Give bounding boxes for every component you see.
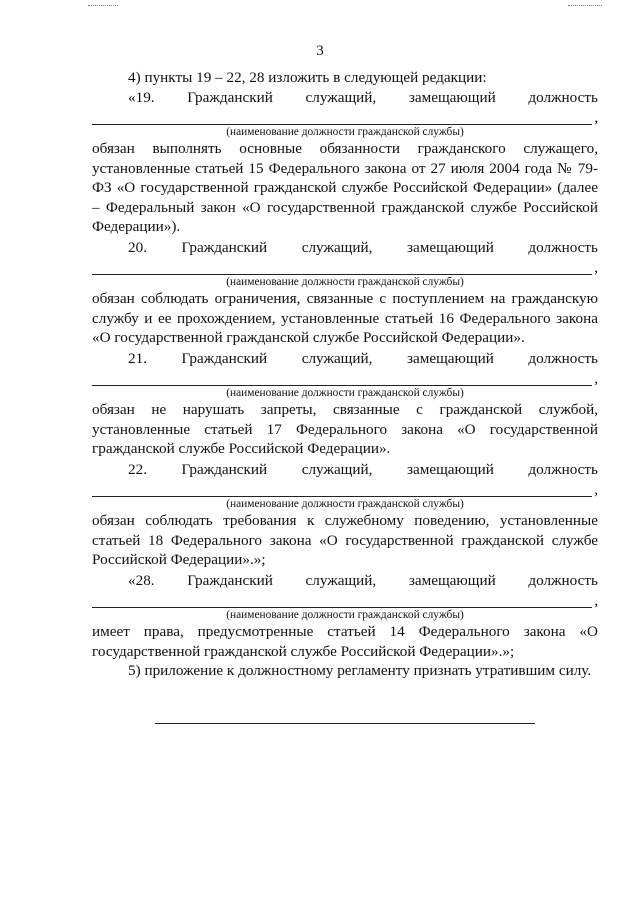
- clause-text: обязан не нарушать запреты, связанные с гражданской службой, установленные статьей 17 Федерального закона «О государственной гражданской службе Российской Федерации».: [92, 401, 598, 457]
- clause-20: [92, 238, 598, 348]
- blank-comma: ,: [594, 109, 598, 126]
- scan-edge-marks: [0, 0, 640, 10]
- clause-number: 22.: [128, 460, 147, 478]
- blank-caption: (наименование должности гражданской службы): [226, 498, 464, 510]
- fill-in-blank: [92, 107, 598, 125]
- clause-text: обязан соблюдать требования к служебному поведению, установленные статьей 18 Федерального закона «О государственной гражданской службе Российской Федерации».»;: [92, 512, 598, 568]
- heading-word: должность: [528, 88, 598, 106]
- heading-word: замещающий: [407, 460, 494, 478]
- clause-heading: [92, 571, 598, 591]
- clause-text: обязан выполнять основные обязанности гражданского служащего, установленные статьей 15 Федерального закона от 27 июля 2004 года № 79-ФЗ «О государственной гражданской службе Российской Федерации» (далее – Федеральный закон «О государственной гражданской службе Российской Федерации»).: [92, 140, 598, 235]
- clause-heading: [92, 460, 598, 480]
- heading-word: Гражданский: [187, 88, 273, 106]
- blank-caption: (наименование должности гражданской службы): [226, 609, 464, 621]
- heading-word: Гражданский: [181, 349, 268, 367]
- blank-caption: (наименование должности гражданской службы): [226, 387, 464, 399]
- fill-in-blank: [92, 590, 598, 608]
- scan-mark-right: [568, 5, 602, 6]
- heading-word: замещающий: [407, 349, 494, 367]
- clause-heading: [92, 238, 598, 258]
- fill-in-blank: [92, 368, 598, 386]
- heading-word: служащий,: [305, 88, 377, 106]
- clause-28: [92, 571, 598, 662]
- heading-word: Гражданский: [187, 571, 273, 589]
- blank-comma: ,: [594, 592, 598, 609]
- heading-word: Гражданский: [181, 460, 268, 478]
- clause-number: «28.: [128, 571, 155, 589]
- blank-line: [92, 594, 592, 608]
- clause-19: [92, 88, 598, 237]
- heading-word: должность: [528, 571, 598, 589]
- fill-in-blank: [92, 479, 598, 497]
- fill-in-blank: [92, 257, 598, 275]
- clause-heading: [92, 349, 598, 369]
- blank-line: [92, 111, 592, 125]
- blank-line: [92, 261, 592, 275]
- blank-comma: ,: [594, 370, 598, 387]
- blank-comma: ,: [594, 481, 598, 498]
- heading-word: замещающий: [407, 238, 494, 256]
- blank-comma: ,: [594, 259, 598, 276]
- clause-heading: [92, 88, 598, 108]
- heading-word: замещающий: [408, 88, 496, 106]
- heading-word: должность: [528, 238, 598, 256]
- heading-word: служащий,: [301, 238, 373, 256]
- blank-caption: (наименование должности гражданской службы): [226, 126, 464, 138]
- intro-paragraph: 4) пункты 19 – 22, 28 изложить в следующей редакции:: [128, 69, 487, 86]
- clause-text: имеет права, предусмотренные статьей 14 Федерального закона «О государственной гражданской службе Российской Федерации».»;: [92, 623, 598, 660]
- heading-word: служащий,: [301, 460, 373, 478]
- heading-word: Гражданский: [181, 238, 268, 256]
- clause-number: «19.: [128, 88, 155, 106]
- heading-word: должность: [528, 460, 598, 478]
- scan-mark-left: [88, 5, 118, 6]
- heading-word: служащий,: [301, 349, 373, 367]
- clause-text: обязан соблюдать ограничения, связанные с поступлением на гражданскую службу и ее прохождением, установленные статьей 16 Федерального закона «О государственной гражданской службе Российской Федерации».: [92, 290, 598, 346]
- blank-line: [92, 372, 592, 386]
- closing-paragraph: 5) приложение к должностному регламенту признать утратившим силу.: [128, 662, 592, 679]
- clause-21: [92, 349, 598, 459]
- end-of-document-rule: [155, 723, 535, 724]
- clause-number: 20.: [128, 238, 147, 256]
- blank-caption: (наименование должности гражданской службы): [226, 276, 464, 288]
- heading-word: замещающий: [408, 571, 496, 589]
- heading-word: служащий,: [305, 571, 377, 589]
- page-number: 3: [316, 43, 324, 59]
- clause-22: [92, 460, 598, 570]
- heading-word: должность: [528, 349, 598, 367]
- clause-number: 21.: [128, 349, 147, 367]
- blank-line: [92, 483, 592, 497]
- document-body: [92, 68, 598, 681]
